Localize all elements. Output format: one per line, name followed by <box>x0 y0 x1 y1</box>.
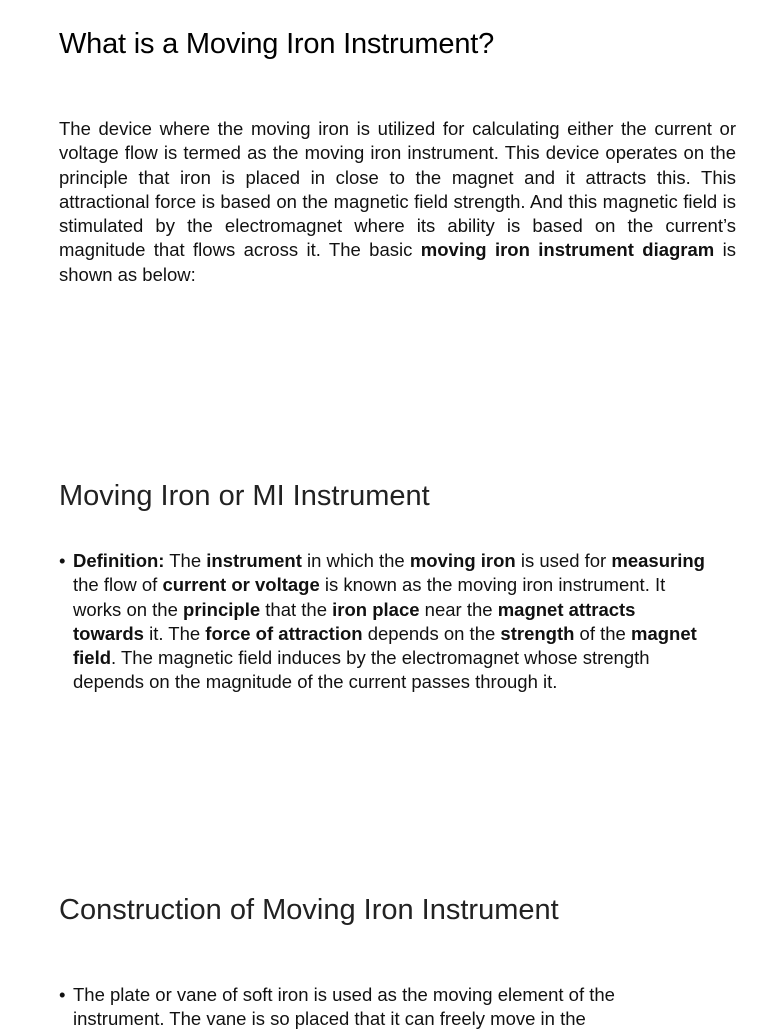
intro-bold-diagram: moving iron instrument diagram <box>420 239 715 261</box>
def-text-1: The <box>164 550 207 571</box>
bold-magnet-field: magnet field <box>73 622 697 669</box>
bullet-marker: • <box>59 984 66 1005</box>
bold-moving-iron: moving iron <box>409 550 516 571</box>
def-text-7: near the <box>419 598 498 620</box>
construction-text: The plate or vane of soft iron is used as the moving element of the instrument. The vane is so placed that it can freely move in the <box>73 984 615 1030</box>
bullet-marker: • <box>59 550 66 571</box>
bold-strength: strength <box>500 622 575 644</box>
bold-force-attraction: force of attraction <box>205 622 363 644</box>
intro-paragraph <box>59 117 736 287</box>
bold-iron-place: iron place <box>332 598 420 620</box>
bold-instrument: instrument <box>206 550 302 571</box>
def-text-11: . The magnetic field induces by the electromagnet whose strength depends on the magnitude of the current passes through it. <box>73 647 650 693</box>
intro-text-1: The device where the moving iron is utilized for calculating either the current or voltage flow is termed as the moving iron instrument. This device operates on the principle that iron is placed in close to the magnet and it attracts this. This attractional force is based on the magnetic field strength. And this magnetic field is stimulated by the electromagnet where its ability is based on the current’s magnitude that flows across it. The basic <box>59 118 736 261</box>
def-text-2: in which the <box>301 550 410 571</box>
bold-definition: Definition: <box>73 550 165 571</box>
def-text-9: depends on the <box>362 622 501 644</box>
definition-bullet <box>59 549 709 695</box>
def-text-3: is used for <box>515 550 612 571</box>
bold-principle: principle <box>183 598 261 620</box>
section-title-mi-instrument: Moving Iron or MI Instrument <box>59 480 430 512</box>
bold-magnet-attracts: magnet attracts towards <box>73 598 636 644</box>
page-title: What is a Moving Iron Instrument? <box>59 28 495 60</box>
construction-bullet <box>59 983 709 1032</box>
def-text-8: it. The <box>143 622 206 644</box>
section-title-construction: Construction of Moving Iron Instrument <box>59 894 559 926</box>
def-text-10: of the <box>574 622 631 644</box>
bold-current-voltage: current or voltage <box>162 574 320 596</box>
intro-text-2: is shown as below: <box>59 239 737 285</box>
bold-measuring: measuring <box>611 550 705 571</box>
def-text-4: the flow of <box>73 574 163 596</box>
def-text-6: that the <box>260 598 333 620</box>
def-text-5: is known as the moving iron instrument. It works on the <box>73 574 666 620</box>
